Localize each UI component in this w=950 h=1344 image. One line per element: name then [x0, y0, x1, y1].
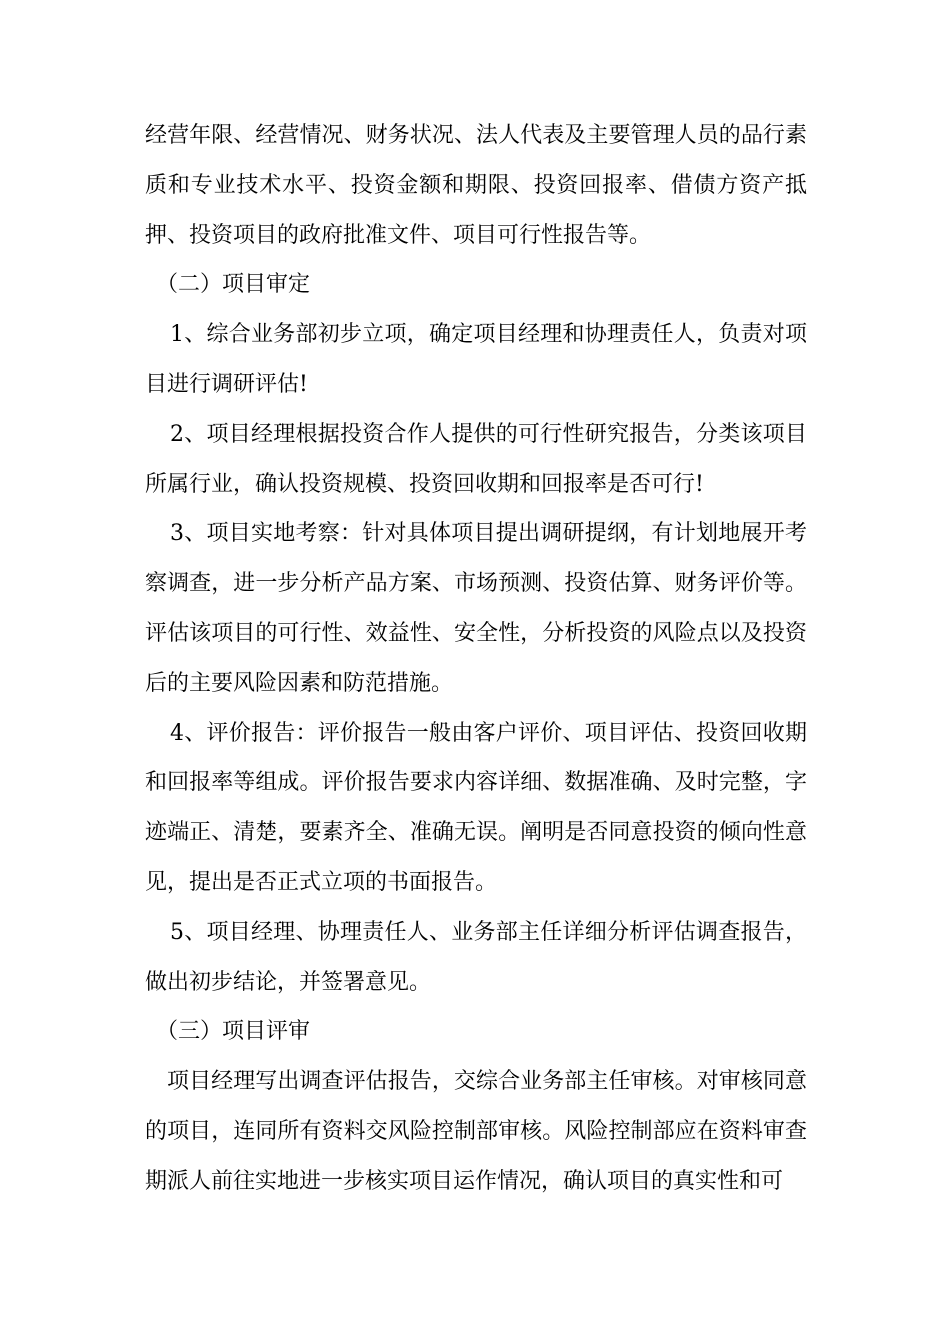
paragraph-evaluation-body: 项目经理写出调查评估报告，交综合业务部主任审核。对审核同意的项目，连同所有资料交风险控制部审核。风险控制部应在资料审查期派人前往实地进一步核实项目运作情况，确认项目的真实性和可: [145, 1069, 807, 1194]
document-body: [145, 111, 807, 1207]
list-item-5: 5、项目经理、协理责任人、业务部主任详细分析评估调查报告，做出初步结论，并签署意见。: [145, 919, 807, 995]
list-item-2: 2、项目经理根据投资合作人提供的可行性研究报告，分类该项目所属行业，确认投资规模、投资回收期和回报率是否可行!: [145, 421, 807, 497]
section-heading-project-evaluation: （三）项目评审: [156, 1019, 311, 1045]
list-item-3: 3、项目实地考察：针对具体项目提出调研提纲，有计划地展开考察调查，进一步分析产品方案、市场预测、投资估算、财务评价等。评估该项目的可行性、效益性、安全性，分析投资的风险点以及投资后的主要风险因素和防范措施。: [145, 521, 807, 696]
paragraph-continued-materials: 经营年限、经营情况、财务状况、法人代表及主要管理人员的品行素质和专业技术水平、投资金额和期限、投资回报率、借债方资产抵押、投资项目的政府批准文件、项目可行性报告等。: [145, 123, 807, 248]
list-item-4: 4、评价报告：评价报告一般由客户评价、项目评估、投资回收期和回报率等组成。评价报告要求内容详细、数据准确、及时完整，字迹端正、清楚，要素齐全、准确无误。阐明是否同意投资的倾向性意见，提出是否正式立项的书面报告。: [145, 720, 807, 895]
section-heading-project-review: （二）项目审定: [156, 272, 311, 298]
list-item-1: 1、综合业务部初步立项，确定项目经理和协理责任人，负责对项目进行调研评估!: [145, 322, 807, 397]
